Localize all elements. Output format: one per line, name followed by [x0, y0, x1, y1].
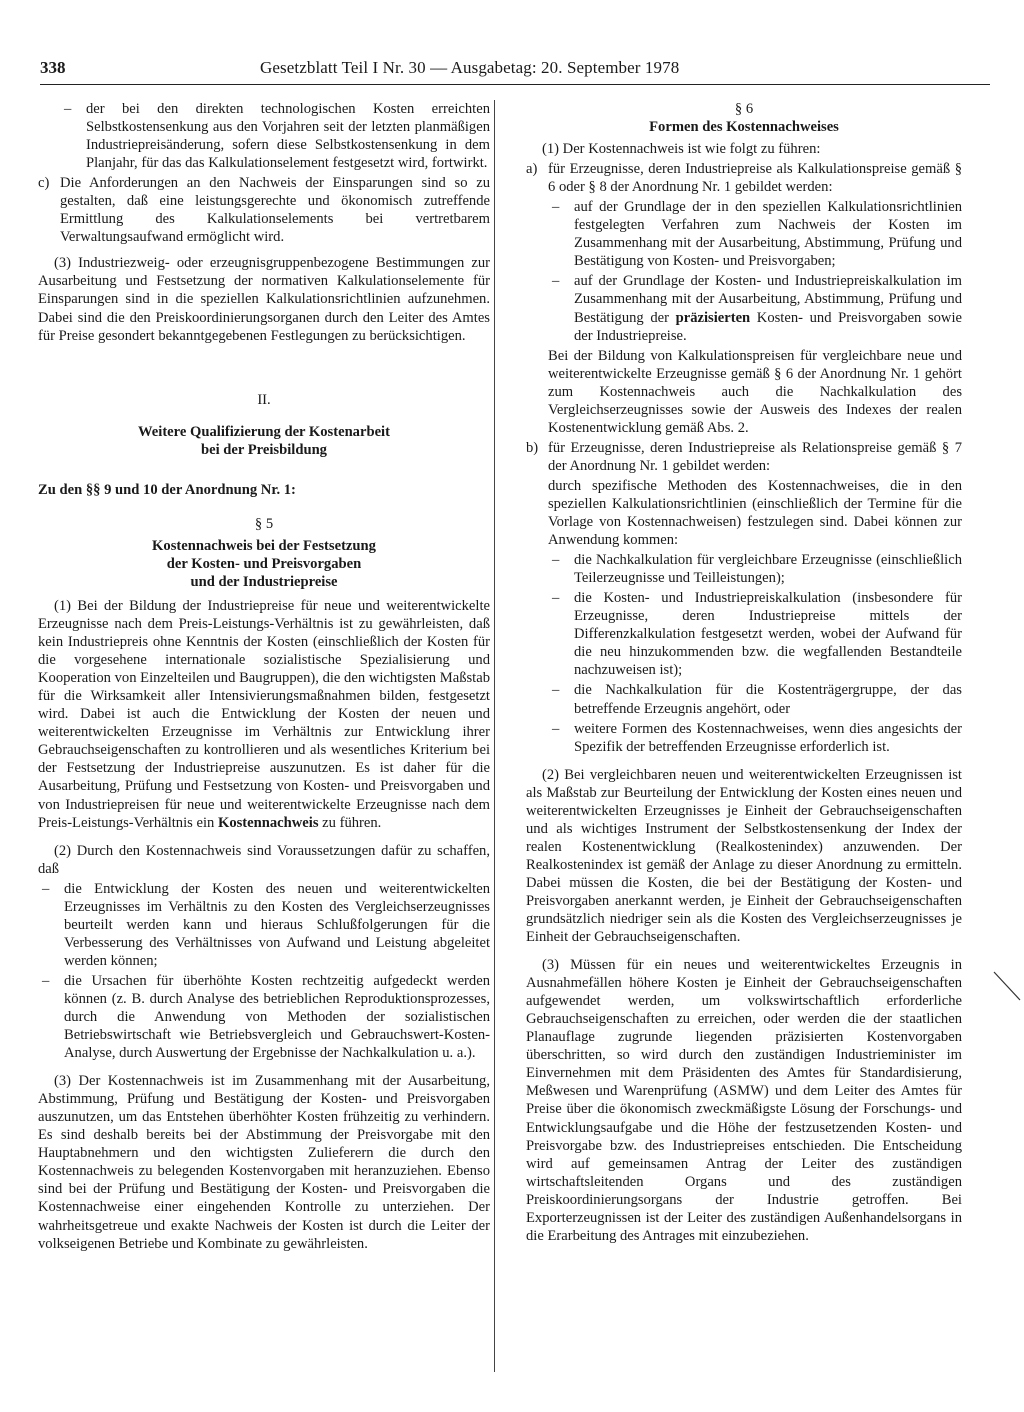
dash-item: – die Nachkalkulation für die Kostenträgergruppe, der das betreffende Erzeugnis angehört, oder — [548, 681, 962, 717]
dash-item: – die Entwicklung der Kosten des neuen und weiterentwickelten Erzeugnisses im Verhältnis zu den Kosten des Vergleichserzeugnisses beurteilt werden kann und hieraus Schlußfolgerungen für die Verbesserung des Verhältnisses von Aufwand und Leistung abgeleitet werden können; — [38, 880, 490, 970]
list-item-a — [526, 160, 962, 196]
item-text: für Erzeugnisse, deren Industriepreise als Kalkulationspreise gemäß § 6 oder § 8 der Anordnung Nr. 1 gebildet werden: — [548, 161, 962, 196]
part-heading-line: bei der Preisbildung — [201, 441, 327, 458]
margin-pencil-mark — [992, 968, 1024, 1004]
running-title: Gesetzblatt Teil I Nr. 30 — Ausgabetag: 20. September 1978 — [260, 58, 680, 77]
dash-item: – die Kosten- und Industriepreiskalkulation (insbesondere für Erzeugnisse, deren Industriepreise mittels der Differenzkalkulation festgesetzt werden, wobei der Aufwand für die neu hinzukommenden bzw. die wegfallenden Bestandteile nachzuweisen ist); — [548, 589, 962, 679]
section-title-line: und der Industriepreise — [190, 573, 338, 590]
section-title: Formen des Kostennachweises — [649, 119, 839, 136]
section-number: § 6 — [734, 101, 754, 117]
dash-item: – der bei den direkten technologischen Kosten erreichten Selbstkostensenkung aus den Vorjahren seit der letzten planmäßigen Industriepreisänderung, sofern diese Selbstkostensenkung in dem Planjahr, für das das Kalkulationselement festgesetzt wird, fortwirkt. — [60, 100, 490, 172]
page-number: 338 — [40, 58, 66, 77]
column-divider — [494, 100, 495, 1372]
bold-term: präzisierten — [675, 309, 751, 326]
list-item-c — [38, 174, 490, 246]
paragraph-3: (3) Der Kostennachweis ist im Zusammenhang mit der Ausarbeitung, Abstimmung, Prüfung und Bestätigung der Kosten- und Preisvorgaben auszunutzen, um das Entstehen überhöhter Kosten frühzeitig zu verhindern. Es sind deshalb bereits bei der Abstimmung der Preisvorgabe mit den Hauptabnehmern und den wichtigsten Zulieferern die durch den Kostennachweis zu belegenden Kostenvorgaben mit heranzuziehen. Ebenso sind bei der Prüfung und Bestätigung der Kosten- und Preisvorgaben die Kostennachweise einer eingehenden Kontrolle zu unterziehen. Der wahrheitsgetreue und exakte Nachweis der Kosten ist durch die Leiter der volkseigenen Betriebe und Kombinate zu gewährleisten. — [38, 1073, 490, 1252]
page-header — [40, 58, 990, 84]
dash-item: – auf der Grundlage der in den speziellen Kalkulationsrichtlinien festgelegten Verfahren zum Nachweis der Kosten im Zusammenhang mit der Ausarbeitung, Abstimmung, Prüfung und Bestätigung von Kosten- und Preisvorgaben; — [548, 198, 962, 270]
header-rule — [40, 84, 990, 85]
item-label: b) — [526, 439, 539, 456]
left-column — [38, 100, 490, 1263]
paragraph-3: (3) Industriezweig- oder erzeugnisgruppenbezogene Bestimmungen zur Ausarbeitung und Festsetzung der normativen Kalkulationselemente für Einsparungen sind in die speziellen Kalkulationsrichtlinien aufzunehmen. Dabei sind die den Preiskoordinierungsorganen durch den Leiter des Amtes für Preise gesondert bekanntgegebenen Festlegungen zu berücksichtigen. — [38, 255, 490, 344]
dash-text: Kosten- und Preisvorgaben sowie der Industriepreise. — [574, 309, 962, 344]
part-number: II. — [257, 391, 271, 408]
item-label: a) — [526, 161, 538, 178]
section-number: § 5 — [254, 515, 274, 532]
paragraph-text: zu führen. — [322, 814, 382, 831]
right-column — [526, 100, 962, 1255]
paragraph-2: (2) Bei vergleichbaren neuen und weiterentwickelten Erzeugnissen ist als Maßstab zur Beurteilung der Entwicklung der Kosten eines neuen und weiterentwickelten Erzeugnisses je Einheit der Gebrauchseigenschaften und als wichtiges Instrument der Selbstkostensenkung der Index der realen Kostenentwicklung (Realkostenindex) anzuwenden. Der Realkostenindex ist gemäß der Anlage zu dieser Anordnung zu ermitteln. Dabei müssen die Kosten, die bei der Bestätigung der Kosten- und Preisvorgaben anerkannt werden, je Einheit der Gebrauchseigenschaften grundsätzlich niedriger sein als die Kosten des Vergleichserzeugnisses je Einheit der Gebrauchseigenschaften. — [526, 766, 962, 946]
item-followup: Bei der Bildung von Kalkulationspreisen für vergleichbare neue und weiterentwickelte Erzeugnisse gemäß § 6 der Anordnung Nr. 1 gehört zum Kostennachweis auch die Nachkalkulation des Vergleichserzeugnisses sowie der Ausweis des Indexes der realen Kostenentwicklung gemäß Abs. 2. — [548, 347, 962, 436]
dash-item — [548, 272, 962, 344]
item-label: c) — [38, 175, 50, 192]
bold-term: Kostennachweis — [217, 814, 319, 831]
paragraph-1 — [38, 597, 490, 832]
dash-item: – die Ursachen für überhöhte Kosten rechtzeitig aufgedeckt werden können (z. B. durch Analyse des betrieblichen Reproduktionsprozesses, durch die Anwendung von Methoden der sozialistischen Betriebswirtschaft wie Betriebsvergleich und Gebrauchswert-Kosten-Analyse, durch Auswertung der Ergebnisse der Nachkalkulation u. a.). — [38, 972, 490, 1062]
paragraph-3: (3) Müssen für ein neues und weiterentwickeltes Erzeugnis in Ausnahmefällen höhere Kosten je Einheit der Gebrauchseigenschaften aufgewendet werden, um volkswirtschaftlich erforderliche Gebrauchseigenschaften zu erreichen, oder werden die der staatlichen Planauflage zugrunde liegenden präzisierten Kostenvorgaben überschritten, so wird durch den zuständigen Industrieminister im Einvernehmen mit dem Präsidenten des Amtes für Standardisierung, Meßwesen und Warenprüfung (ASMW) und dem Leiter des Amtes für Preise über die ökonomisch zweckmäßigste Lösung der Forschungs- und Entwicklungsaufgabe und die Höhe der festzusetzenden Kosten- und Preisvorgabe bzw. des Industriepreises entschieden. Die Entscheidung wird auf gemeinsamen Antrag der Leiter des zuständigen wirtschaftsleitenden Organs und des zuständigen Preiskoordinierungsorgans der Industrie getroffen. Bei Exporterzeugnissen ist der Leiter des zuständigen Außenhandelsorgans in die Erarbeitung des Antrages mit einzubeziehen. — [526, 957, 962, 1244]
item-followup: durch spezifische Methoden des Kostennachweises, die in den speziellen Kalkulationsrichtlinien (einschließlich der Termine für die Vorlage von Kostennachweisen) festzulegen sind. Dabei können zur Anwendung kommen: — [548, 477, 962, 549]
dash-item: – weitere Formen des Kostennachweises, wenn dies angesichts der Spezifik der betreffenden Erzeugnisse erforderlich ist. — [548, 720, 962, 756]
item-text: für Erzeugnisse, deren Industriepreise als Relationspreise gemäß § 7 der Anordnung Nr. 1 gebildet werden: — [548, 439, 962, 474]
list-item-b — [526, 439, 962, 475]
item-text: Die Anforderungen an den Nachweis der Einsparungen sind so zu gestalten, daß eine leistungsgerechte und ökonomisch zutreffende Ermittlung des Kalkulationselements bei vertretbarem Verwaltungsaufwand ermöglicht wird. — [60, 175, 490, 246]
dash-item: – die Nachkalkulation für vergleichbare Erzeugnisse (einschließlich Teilerzeugnisse und Teilleistungen); — [548, 551, 962, 587]
paragraph-text: (1) Bei der Bildung der Industriepreise für neue und weiterentwickelte Erzeugnisse nach dem Preis-Leistungs-Verhältnis ist zu gewährleisten, daß kein Industriepreis ohne Kenntnis der Kosten (einschließlich der Kosten für die vorgesehene internationale sozialistische Spezialisierung und Kooperation von Einzelteilen und Baugruppen), die den wichtigsten Maßstab für die Wirksamkeit aller Intensivierungsmaßnahmen bilden, festgesetzt wird. Dabei ist auch die Entwicklung der Kosten der neuen und weiterentwickelten Erzeugnisse im Verhältnis zur Entwicklung ihrer Gebrauchseigenschaften zu kontrollieren und als wesentliches Kriterium bei der Festsetzung der Industriepreise auszunutzen. Es ist daher für die Ausarbeitung, Prüfung und Festsetzung von Kosten- und Preisvorgaben und von Industriepreisen für neue und weiterentwickelte Erzeugnisse nach dem Preis-Leistungs-Verhältnis ein — [38, 597, 490, 831]
part-heading-line: Weitere Qualifizierung der Kostenarbeit — [138, 423, 390, 440]
paragraph-2-intro: (2) Durch den Kostennachweis sind Voraussetzungen dafür zu schaffen, daß — [38, 842, 490, 877]
section-title-line: Kostennachweis bei der Festsetzung — [152, 537, 376, 554]
paragraph-1: (1) Der Kostennachweis ist wie folgt zu führen: — [542, 141, 821, 158]
dash-text: auf der Grundlage der Kosten- und Industriepreiskalkulation im Zusammenhang mit der Ausarbeitung, Abstimmung, Prüfung und Bestätigung der — [574, 273, 962, 326]
section-title-line: der Kosten- und Preisvorgaben — [166, 555, 362, 572]
reference-heading: Zu den §§ 9 und 10 der Anordnung Nr. 1: — [38, 481, 296, 498]
